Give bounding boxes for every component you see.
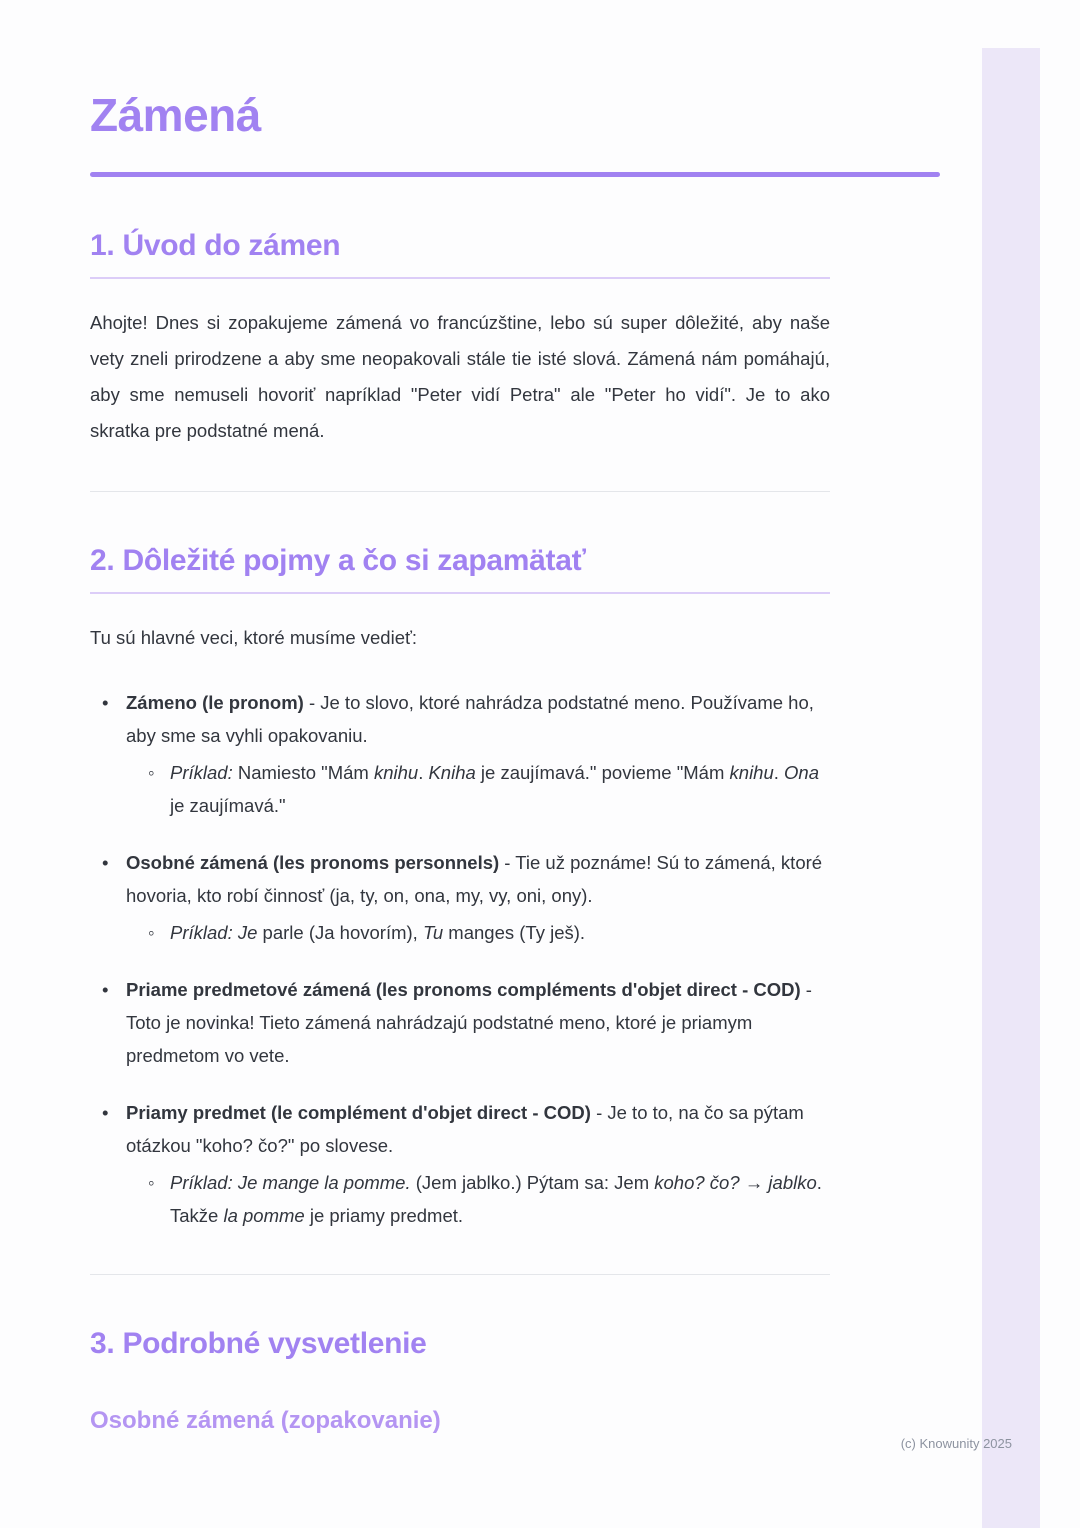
footer-credit: (c) Knowunity 2025 xyxy=(900,1436,1012,1451)
text-segment: Priamy predmet (le complément d'objet direct - COD) xyxy=(126,1102,591,1123)
text-segment: - Je to slovo, ktoré nahrádza podstatné meno. Používame ho, aby sme sa vyhli opakovaniu. xyxy=(126,692,814,746)
text-segment: Tu xyxy=(422,922,444,943)
text-segment: je zaujímavá." povieme "Mám xyxy=(475,762,730,783)
text-segment: - Tie už poznáme! Sú to zámená, ktoré hovoria, kto robí činnosť (ja, ty, on, ona, my, vy, oni, ony). xyxy=(126,852,823,906)
text-segment: jablko xyxy=(768,1172,817,1193)
right-scroll-strip xyxy=(982,48,1040,1528)
heading-underline-1 xyxy=(90,277,830,279)
text-segment: Ona xyxy=(784,762,820,783)
section-pojmy xyxy=(90,544,830,1232)
sub-bullet-item xyxy=(148,756,830,822)
text-segment: . Takže xyxy=(170,1172,822,1226)
subsection-heading: Osobné zámená (zopakovanie) xyxy=(90,1407,441,1434)
intro-paragraph: Ahojte! Dnes si zopakujeme zámená vo francúzštine, lebo sú super dôležité, aby naše vety zneli prirodzene a aby sme neopakovali stále tie isté slová. Zámená nám pomáhajú, aby sme nemuseli hovoriť napríklad "Peter vidí Petra" ale "Peter ho vidí". Je to ako skratka pre podstatné mená. xyxy=(90,312,830,441)
sub-bullet-item xyxy=(148,916,830,949)
section-vysvetlenie xyxy=(90,1327,830,1435)
text-segment: je priamy predmet. xyxy=(304,1205,464,1226)
text-segment: koho? čo? xyxy=(654,1172,740,1193)
text-segment: la pomme xyxy=(223,1205,305,1226)
sub-bullet-list xyxy=(126,756,830,822)
text-segment: Osobné zámená (les pronoms personnels) xyxy=(126,852,500,873)
bullet-item xyxy=(102,973,830,1072)
text-segment: knihu xyxy=(729,762,774,783)
text-segment: - Toto je novinka! Tieto zámená nahrádzajú podstatné meno, ktoré je priamym predmetom vo vete. xyxy=(126,979,812,1066)
bullet-item xyxy=(102,686,830,822)
document-content xyxy=(90,0,830,1435)
text-segment: (Jem jablko.) Pýtam sa: Jem xyxy=(410,1172,655,1193)
text-segment: manges (Ty ješ). xyxy=(443,922,586,943)
title-divider xyxy=(90,172,940,177)
concepts-intro: Tu sú hlavné veci, ktoré musíme vedieť: xyxy=(90,627,418,648)
section-heading-2: 2. Dôležité pojmy a čo si zapamätať xyxy=(90,544,586,577)
page-title: Zámená xyxy=(90,89,261,141)
text-segment: Je xyxy=(237,922,258,943)
text-segment: Príklad: xyxy=(170,922,238,943)
sub-bullet-list xyxy=(126,1166,830,1232)
text-segment: → xyxy=(739,1172,769,1193)
text-segment: parle (Ja hovorím), xyxy=(257,922,423,943)
text-segment: Príklad: xyxy=(170,762,233,783)
section-divider-1 xyxy=(90,491,830,492)
text-segment: . xyxy=(773,762,785,783)
text-segment: . xyxy=(418,762,429,783)
section-heading-1: 1. Úvod do zámen xyxy=(90,229,341,262)
text-segment: knihu xyxy=(373,762,419,783)
text-segment: Príklad: Je mange la pomme. xyxy=(170,1172,411,1193)
text-segment: Priame predmetové zámená (les pronoms compléments d'objet direct - COD) xyxy=(126,979,801,1000)
text-segment: Namiesto "Mám xyxy=(232,762,374,783)
section-uvod xyxy=(90,229,830,449)
text-segment: Kniha xyxy=(428,762,476,783)
section-divider-2 xyxy=(90,1274,830,1275)
text-segment: je zaujímavá." xyxy=(170,795,286,816)
section-heading-3: 3. Podrobné vysvetlenie xyxy=(90,1327,427,1360)
text-segment: Zámeno (le pronom) xyxy=(126,692,304,713)
sub-bullet-list xyxy=(126,916,830,949)
bullet-item xyxy=(102,846,830,949)
text-segment: - Je to to, na čo sa pýtam otázkou "koho? čo?" po slovese. xyxy=(126,1102,804,1156)
heading-underline-2 xyxy=(90,592,830,594)
sub-bullet-item xyxy=(148,1166,830,1232)
concepts-bullet-list xyxy=(90,686,830,1232)
bullet-item xyxy=(102,1096,830,1232)
